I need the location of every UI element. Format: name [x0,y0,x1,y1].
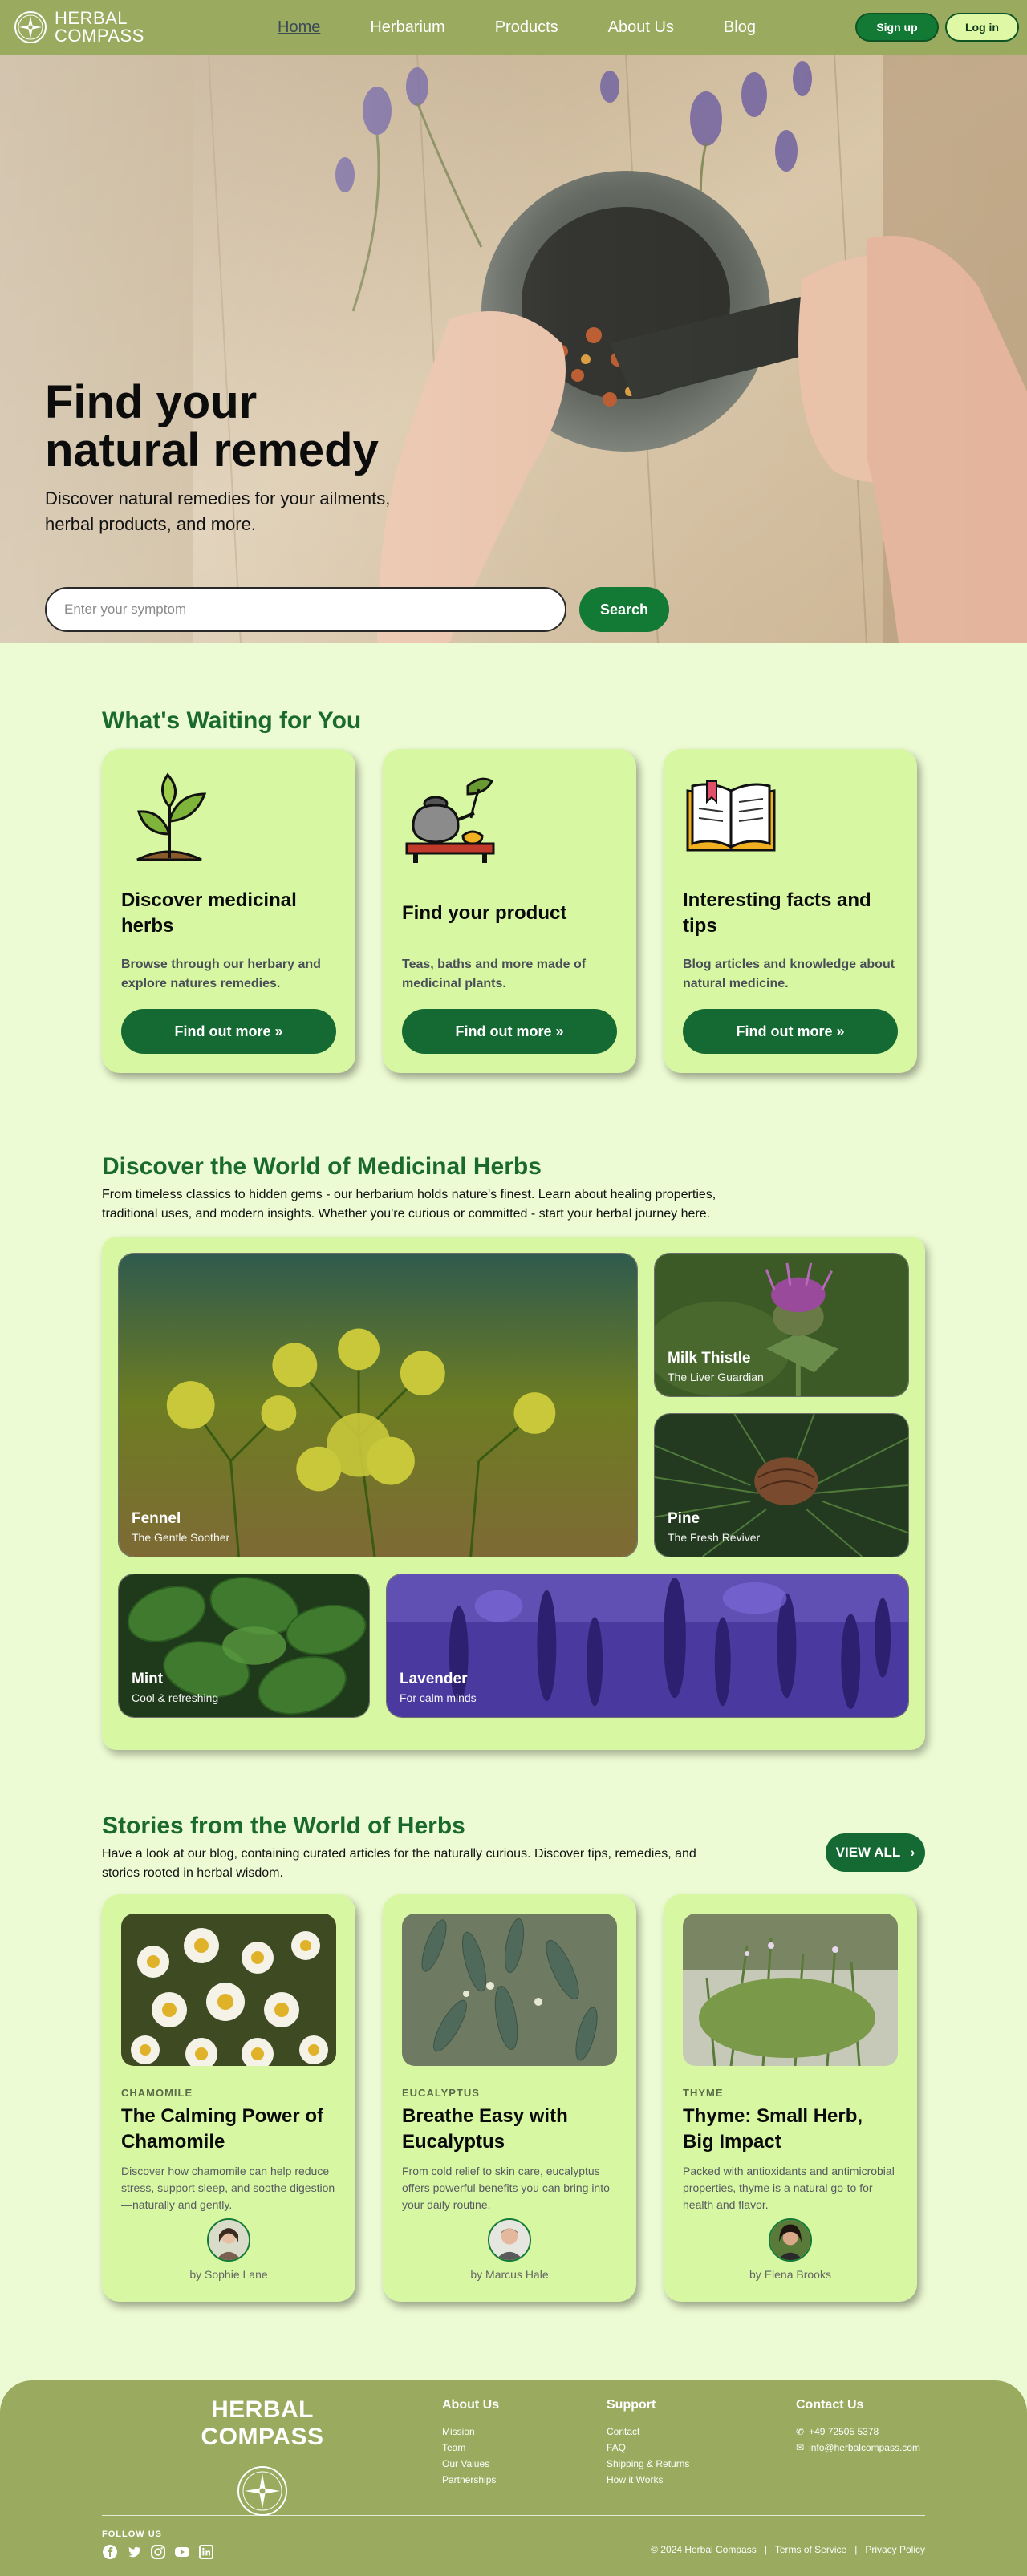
footer-about [442,2398,499,2488]
herbarium-title: Discover the World of Medicinal Herbs [102,1153,542,1180]
hero-subtitle-line-2: herbal products, and more. [45,514,256,534]
story-title: Breathe Easy with Eucalyptus [402,2105,568,2153]
footer-divider [102,2515,925,2516]
nav-blog[interactable]: Blog [723,18,756,36]
view-all-label: VIEW ALL [835,1845,900,1860]
footer-brand [149,2396,375,2522]
nav-links [278,0,806,55]
herb-tile-fennel[interactable] [118,1253,638,1557]
find-out-more-button[interactable]: Find out more » [121,1009,336,1054]
herb-name: Milk Thistle [668,1350,751,1367]
follow-us [102,2529,214,2560]
herb-name: Mint [132,1671,164,1687]
avatar [488,2218,531,2262]
herb-name: Pine [668,1510,700,1527]
hero-title [45,376,462,476]
footer-brand-name: HERBAL COMPASS [201,2396,324,2450]
herb-tile-pine[interactable] [654,1413,909,1557]
brand-name [55,10,144,45]
view-all-button[interactable] [826,1833,925,1872]
footer-email[interactable] [796,2440,920,2456]
features-section [0,643,1027,1073]
story-excerpt: From cold relief to skin care, eucalyptus offers powerful benefits you can bring into your daily routine. [402,2165,610,2211]
blog-description: Have a look at our blog, containing curated articles for the naturally curious. Discover tips, remedies, and stories rooted in herbal wisdom. [102,1847,696,1880]
footer-link-faq[interactable]: FAQ [607,2442,627,2453]
story-category: THYME [683,2087,724,2099]
hero-subtitle [45,486,462,537]
hero-section [0,55,1027,643]
nav-products[interactable]: Products [494,18,558,36]
herb-label [668,1350,764,1383]
footer-link-mission[interactable]: Mission [442,2426,475,2437]
symptom-search-input[interactable] [45,587,566,632]
facebook-icon[interactable] [102,2544,118,2560]
teapot-icon [402,770,498,866]
footer-link-values[interactable]: Our Values [442,2458,490,2469]
footer-link-partnerships[interactable]: Partnerships [442,2474,497,2485]
feature-card-text: Blog articles and knowledge about natural medicine. [683,958,895,990]
feature-card-title: Interesting facts and tips [683,889,871,937]
social-links [102,2544,214,2560]
legal-links [651,2544,925,2555]
footer-link-contact[interactable]: Contact [607,2426,640,2437]
compass-icon [235,2464,290,2518]
hero-subtitle-line-1: Discover natural remedies for your ailments, [45,488,391,508]
footer-contact-title: Contact Us [796,2398,864,2412]
legal-separator: | [854,2544,858,2555]
herb-name: Lavender [400,1671,468,1687]
search-button[interactable]: Search [579,587,669,632]
signup-button[interactable]: Sign up [855,13,939,42]
footer-support [607,2398,689,2488]
book-icon [683,770,779,866]
eucalyptus-photo [402,1914,617,2066]
compass-icon [13,10,48,45]
terms-link[interactable]: Terms of Service [774,2544,847,2555]
copyright: © 2024 Herbal Compass [651,2544,757,2555]
legal-separator: | [764,2544,767,2555]
hero-title-line-2: natural remedy [45,424,379,476]
nav-herbarium[interactable]: Herbarium [370,18,445,36]
features-title: What's Waiting for You [102,707,362,734]
herb-grid [102,1237,925,1750]
story-card-eucalyptus[interactable] [383,1894,636,2302]
story-author [383,2218,636,2281]
herb-label [132,1671,218,1704]
hero-title-line-1: Find your [45,376,258,428]
herb-tile-lavender[interactable] [386,1574,909,1718]
linkedin-icon[interactable] [198,2544,214,2560]
nav-about-us[interactable]: About Us [607,18,674,36]
story-title: The Calming Power of Chamomile [121,2105,324,2153]
feature-card-text: Teas, baths and more made of medicinal plants. [402,958,587,990]
footer-about-title: About Us [442,2398,500,2412]
blog-section [0,1750,1027,2302]
herb-tile-milk-thistle[interactable] [654,1253,909,1397]
youtube-icon[interactable] [174,2544,190,2560]
brand-logo[interactable] [13,10,144,45]
footer-link-shipping[interactable]: Shipping & Returns [607,2458,690,2469]
story-title: Thyme: Small Herb, Big Impact [683,2105,863,2153]
chamomile-photo [121,1914,336,2066]
seedling-icon [121,770,217,866]
feature-card-products [383,749,636,1073]
chevron-right-icon: › [910,1845,915,1860]
phone-number: +49 72505 5378 [809,2426,879,2437]
instagram-icon[interactable] [150,2544,166,2560]
herb-tile-mint[interactable] [118,1574,370,1718]
author-name: by Sophie Lane [189,2268,268,2281]
footer-support-title: Support [607,2398,656,2412]
mail-icon: ✉ [796,2442,805,2453]
nav-home[interactable]: Home [278,18,321,36]
herb-label [400,1671,477,1704]
footer-link-how-it-works[interactable]: How it Works [607,2474,664,2485]
find-out-more-button[interactable]: Find out more » [402,1009,617,1054]
hero-text [45,376,462,537]
herb-tagline: The Liver Guardian [668,1371,764,1383]
top-nav [0,0,1027,55]
story-excerpt: Discover how chamomile can help reduce stress, support sleep, and soothe digestion—naturally and gently. [121,2165,335,2211]
twitter-icon[interactable] [126,2544,142,2560]
feature-card-tips [664,749,917,1073]
story-card-thyme[interactable] [664,1894,917,2302]
herb-tagline: The Fresh Reviver [668,1531,761,1544]
herb-tagline: For calm minds [400,1691,477,1704]
story-card-chamomile[interactable] [102,1894,355,2302]
herb-tagline: The Gentle Soother [132,1531,230,1544]
herbarium-section [0,1073,1027,1750]
story-author [664,2218,917,2281]
thyme-photo [683,1914,898,2066]
symptom-search [45,587,669,632]
herb-label [132,1510,229,1544]
feature-cards [102,749,925,1073]
follow-us-label: FOLLOW US [102,2529,162,2539]
herb-tagline: Cool & refreshing [132,1691,219,1704]
story-author [102,2218,355,2281]
author-name: by Elena Brooks [749,2268,831,2281]
herb-name: Fennel [132,1510,181,1527]
story-excerpt: Packed with antioxidants and antimicrobial properties, thyme is a natural go-to for health and flavor. [683,2165,895,2211]
footer-phone[interactable] [796,2424,920,2440]
footer-link-team[interactable]: Team [442,2442,466,2453]
feature-card-title: Find your product [402,902,567,924]
blog-title: Stories from the World of Herbs [102,1813,465,1839]
login-button[interactable]: Log in [945,13,1019,42]
herbarium-description: From timeless classics to hidden gems - our herbarium holds nature's finest. Learn about healing properties, traditional uses, and modern insights. Whether you're curious or committed - start your herbal journey here. [102,1188,716,1221]
author-name: by Marcus Hale [470,2268,549,2281]
feature-card-herbs [102,749,355,1073]
hero-mortar-image [0,55,1027,643]
phone-icon: ✆ [796,2426,805,2437]
brand-line-1: HERBAL [55,8,128,28]
herb-label [668,1510,760,1544]
nav-actions [855,13,1019,42]
footer-contact [796,2398,920,2456]
story-cards [102,1894,925,2302]
privacy-link[interactable]: Privacy Policy [865,2544,925,2555]
story-category: CHAMOMILE [121,2087,193,2099]
email-address: info@herbalcompass.com [809,2442,920,2453]
feature-card-title: Discover medicinal herbs [121,889,297,937]
avatar [207,2218,250,2262]
feature-card-text: Browse through our herbary and explore natures remedies. [121,958,321,990]
find-out-more-button[interactable]: Find out more » [683,1009,898,1054]
footer [0,2380,1027,2576]
avatar [769,2218,812,2262]
story-category: EUCALYPTUS [402,2087,480,2099]
brand-line-2: COMPASS [55,26,144,46]
